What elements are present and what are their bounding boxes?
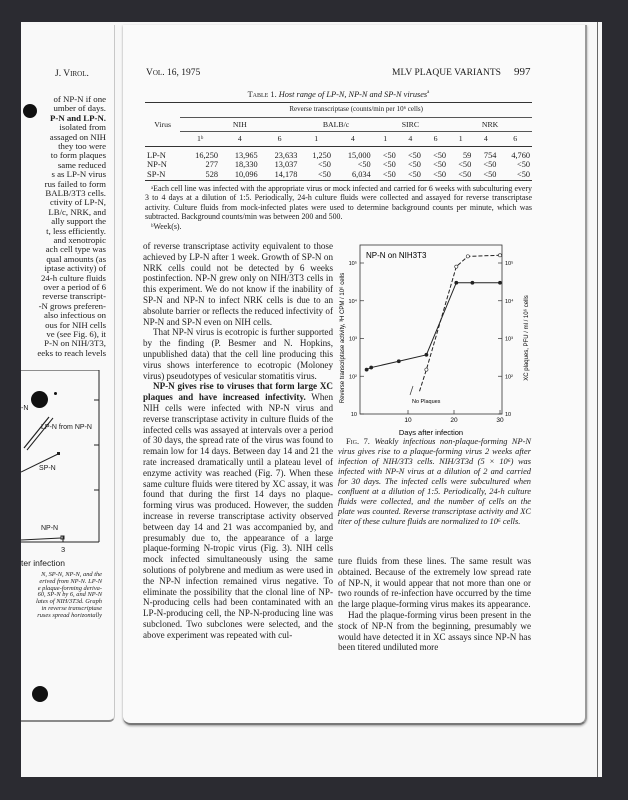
week-header: 6 xyxy=(513,134,518,143)
figure-caption-text: Weakly infectious non-plaque-forming NP-N virus gives rise to a plaque-forming virus 2 weeks after infection of NIH/3T3 cells. NIH/3T3d (5 × 10⁶) was infected with NP-N virus at a dilution of 2 and carried for 30 days. The infected cells were subcultured when confluent at a dilution of 1:5. Periodically, 24-h culture fluids were collected, and the number of cells on the plate was counted. Reverse transcriptase activity and XC titer of these culture fluids are normalized to 10⁶ cells. xyxy=(338,437,531,526)
body-right-column xyxy=(338,556,531,653)
punch-hole-dot xyxy=(54,392,57,395)
value-cell: <50 xyxy=(458,160,472,169)
value-cell: <50 xyxy=(517,160,530,169)
facing-page-line: -N grows preferen- xyxy=(38,300,106,311)
plot-frame xyxy=(360,245,502,414)
facing-page-line: BALB/3T3 cells. xyxy=(45,188,106,198)
facing-page-line: ctivity of LP-N, xyxy=(50,197,106,208)
value-cell: <50 xyxy=(433,169,447,179)
facing-caption-line: 60, SP-N by 6, and NP-N xyxy=(37,591,102,599)
table-footnotes xyxy=(145,180,532,231)
value-cell: <50 xyxy=(433,160,447,169)
host-range-table xyxy=(145,102,532,179)
facing-caption-line: e plaque-forming deriva- xyxy=(37,584,102,592)
week-header: 1 xyxy=(458,134,463,143)
week-header: 6 xyxy=(433,134,438,143)
virus-header: Virus xyxy=(154,119,172,129)
table-row xyxy=(145,160,532,170)
facing-page-line: ally support the xyxy=(51,216,106,227)
y-tick-label: 10 xyxy=(350,412,357,418)
graph-tick-label: 3 xyxy=(61,545,66,554)
facing-page xyxy=(21,25,115,722)
y-tick-label-right: 10² xyxy=(505,374,513,381)
value-cell: 16,250 xyxy=(195,150,218,160)
value-cell: <50 xyxy=(382,150,396,160)
paragraph xyxy=(143,381,333,640)
punch-hole xyxy=(23,104,37,118)
xc-plaques-point xyxy=(466,255,469,258)
y-axis-label: Reverse transcriptase activity, ³H CPM / 10⁶ cells xyxy=(340,272,346,404)
facing-caption-line: in reverse transcriptase xyxy=(41,605,102,612)
value-cell: <50 xyxy=(483,160,497,169)
x-axis-label: Days after infection xyxy=(398,428,464,436)
facing-page-line: over a period of 6 xyxy=(43,282,106,292)
facing-page-line: and xenotropic xyxy=(53,235,106,245)
xc-plaques-point xyxy=(455,265,458,268)
value-cell: 23,633 xyxy=(274,150,298,160)
week-header: 4 xyxy=(483,134,488,143)
value-cell: <50 xyxy=(317,169,331,179)
facing-page-line: P-N on NIH/3T3, xyxy=(44,338,106,349)
running-title: MLV PLAQUE VARIANTS xyxy=(392,68,501,78)
value-cell: <50 xyxy=(433,150,447,160)
punch-hole xyxy=(31,391,48,408)
facing-page-line: qual amounts (as xyxy=(46,253,106,264)
facing-page-line: 24-h culture fluids xyxy=(41,272,106,283)
value-cell: <50 xyxy=(407,169,421,179)
annotation-arrow xyxy=(410,386,413,395)
week-header: 4 xyxy=(350,134,355,143)
figure-caption xyxy=(338,437,531,527)
reverse-transcriptase-line xyxy=(367,283,500,370)
group-header: Reverse transcriptase (counts/min per 10⁶ cells) xyxy=(180,103,532,118)
facing-caption-line: erived from NP-N. LP-N xyxy=(39,577,102,585)
footnote-mark: a xyxy=(427,90,430,95)
value-cell: 6,034 xyxy=(352,169,371,179)
y-tick-label: 10³ xyxy=(349,336,357,343)
facing-page-line: iptase activity) of xyxy=(44,263,106,274)
virus-cell: NP-N xyxy=(147,159,167,169)
week-header: 6 xyxy=(277,134,282,143)
value-cell: <50 xyxy=(407,160,421,169)
paragraph: of reverse transcriptase activity equivalent to those achieved by LP-N after 1 week. Growth of SP-N on NRK cells could not be detected by 6 weeks postinfection. NP-N grew only on NIH/3T3 cells in this experiment. We do not know if the inability of SP-N and NP-N to infect NRK cells is due to an absolute barrier or reflects the reduced infectivity of NP-N and SP-N even on NIH cells. xyxy=(143,241,333,327)
value-cell: 59 xyxy=(462,150,472,160)
xc-plaques-point xyxy=(498,254,501,257)
value-cell: 754 xyxy=(483,150,497,160)
facing-page-line: ach cell type was xyxy=(45,244,106,255)
value-cell: <50 xyxy=(517,169,530,179)
table-title-text: Host range of LP-N, NP-N and SP-N viruses xyxy=(278,89,428,99)
value-cell: <50 xyxy=(317,160,331,169)
graph-label-lp-n-from-np-n: LP-N from NP-N xyxy=(41,424,92,431)
reverse-transcriptase-point xyxy=(455,281,458,284)
week-header: 4 xyxy=(237,134,242,143)
footnote-b: ᵇWeek(s). xyxy=(151,221,182,231)
value-cell: 18,330 xyxy=(234,160,258,169)
xc-plaques-line xyxy=(420,255,501,391)
reverse-transcriptase-point xyxy=(365,368,368,371)
facing-page-line: P-N and LP-N. xyxy=(50,112,106,123)
facing-page-line: ous for NIH cells xyxy=(45,319,106,330)
facing-page-line: t, less efficiently. xyxy=(46,225,106,236)
facing-page-line: LB/c, NRK, and xyxy=(48,206,106,217)
reverse-transcriptase-point xyxy=(425,353,428,356)
value-cell: <50 xyxy=(458,169,472,179)
facing-page-line: they too were xyxy=(58,141,106,151)
reverse-transcriptase-point xyxy=(498,281,501,284)
value-cell: <50 xyxy=(357,160,371,169)
value-cell: 13,037 xyxy=(274,160,298,169)
value-cell: 528 xyxy=(205,169,218,179)
reverse-transcriptase-point xyxy=(397,360,400,363)
sheet-edge xyxy=(597,22,598,777)
y-tick-label: 10⁵ xyxy=(348,261,357,267)
value-cell: 277 xyxy=(205,160,218,169)
y-tick-label-right: 10 xyxy=(505,412,512,418)
facing-page-line: to form plaques xyxy=(50,150,106,161)
value-cell: <50 xyxy=(483,169,497,179)
facing-page-line: also infectious on xyxy=(43,310,106,321)
virus-cell: SP-N xyxy=(147,168,166,179)
facing-page-line: ve (see Fig. 6), it xyxy=(46,329,106,339)
value-cell: 10,096 xyxy=(234,169,258,179)
figure-7-chart xyxy=(330,240,540,436)
cell-line-header: NIH xyxy=(180,117,299,132)
section-heading: NP-N gives rise to viruses that form large XC plaques and have increased infectivity. xyxy=(143,381,333,403)
facing-page-line: s as LP-N virus xyxy=(51,169,106,180)
graph-label-sp-n: SP-N xyxy=(39,465,56,472)
value-cell: <50 xyxy=(382,160,396,169)
cell-line-header: BALB/c xyxy=(299,117,372,132)
chart-title: NP-N on NIH3T3 xyxy=(366,251,427,260)
value-cell: 4,760 xyxy=(511,150,530,160)
x-tick-label: 20 xyxy=(450,417,458,424)
facing-page-line: same reduced xyxy=(57,159,106,170)
facing-page-line: umber of days. xyxy=(53,103,106,114)
facing-page-line: eeks to reach levels xyxy=(37,347,106,358)
paragraph: ture fluids from these lines. The same result was obtained. Because of the extremely low spread rate of NP-N, it would appear that not more than one or two rounds of re-infection have occurred by the time the large plaque-forming virus makes its appearance. xyxy=(338,556,531,610)
figure-label: Fig. 7. xyxy=(346,437,370,446)
graph-label-np-n: NP-N xyxy=(41,525,59,532)
no-plaques-annotation: No Plaques xyxy=(412,399,441,405)
cell-line-header: SIRC xyxy=(373,117,448,132)
body-left-column xyxy=(143,241,333,640)
punch-hole xyxy=(32,686,48,702)
graph-x-label: ter infection xyxy=(21,558,65,568)
y-tick-label-right: 10⁴ xyxy=(505,298,514,305)
page-number: 997 xyxy=(514,66,531,78)
value-cell: <50 xyxy=(382,169,396,179)
week-header: 1ᵇ xyxy=(196,134,204,143)
table-row xyxy=(145,170,532,180)
facing-caption-line: lates of NIH/3T3d. Graph xyxy=(35,598,102,606)
y-tick-label: 10⁴ xyxy=(348,298,357,305)
facing-page-line: reverse transcript- xyxy=(42,291,106,302)
week-header: 1 xyxy=(383,134,388,143)
paragraph-text: When NIH cells were infected with NP-N virus and reverse transcriptase activity in culture fluids of the infected cells was assayed at intervals over a period of 30 days, the spread rate of the virus was found to remain low for 14 days. Between day 14 and 21 the rate increased dramatically until a plateau level of enzyme activity was reached (Fig. 7). When these same culture fluids were titered by XC assay, it was found that during the first 14 days no plaque-forming virus was produced. However, the sudden increase in reverse transcriptase activity observed between day 14 and 21 was accompanied by, and presumably due to, the appearance of a large plaque-forming N-tropic virus (Fig. 3). NIH cells mock infected simultaneously using the same solutions of polybrene and medium as were used in the NP-N infection remained virus negative. To eliminate the possibility that the clonal line of NP-N-producing cells had been contaminated with an LP-N-producing cell, the NP-N-producing line was subcloned. Two subclones were selected, and the above experiment was repeated with cul- xyxy=(143,392,333,640)
paragraph: That NP-N virus is ecotropic is further supported by the finding (P. Besmer and N. Hopkins, unpublished data) that the cell line producing this virus shows interference to ecotropic (Moloney virus) pseudotypes of vesicular stomatitis virus. xyxy=(143,327,333,381)
facing-caption-line: ruses spread horizontally xyxy=(37,611,102,619)
value-cell: 1,250 xyxy=(312,150,331,160)
facing-page-line: assaged on NIH xyxy=(49,131,106,142)
y-tick-label-right: 10³ xyxy=(505,336,513,343)
facing-page-line: isolated from xyxy=(59,122,106,133)
table-label: Table 1. xyxy=(247,89,277,99)
paragraph: Had the plaque-forming virus been present in the stock of NP-N from the beginning, presumably we would have detected it in XC assays since NP-N has been titered undiluted more xyxy=(338,609,531,653)
reverse-transcriptase-point xyxy=(370,366,373,369)
value-cell: 15,000 xyxy=(347,150,371,160)
y-tick-label-right: 10⁵ xyxy=(505,261,514,267)
cell-line-header: NRK xyxy=(448,117,532,132)
facing-page-line: rus failed to form xyxy=(44,178,106,189)
virus-cell: LP-N xyxy=(147,149,166,160)
x-tick-label: 30 xyxy=(496,417,504,424)
facing-page-header: J. Virol. xyxy=(55,69,89,79)
xc-plaques-point xyxy=(425,368,428,371)
week-header: 1 xyxy=(314,134,319,143)
value-cell: 13,965 xyxy=(234,150,258,160)
y-axis-label-right: XC plaques, PFU / ml / 10⁶ cells xyxy=(524,295,530,381)
facing-page-line: of NP-N if one xyxy=(53,94,106,104)
facing-caption-line: N, SP-N, NP-N, and the xyxy=(41,571,102,578)
graph-label-lp-n: -N xyxy=(21,405,29,412)
reverse-transcriptase-point xyxy=(471,281,474,284)
footnote-a: ᵃEach cell line was infected with the appropriate virus or mock infected and carried for 6 weeks with subculturing every 3 to 4 days at a dilution of 1:5. Periodically, 24-h culture fluids were collected and assayed for reverse transcriptase activity. Culture fluids from mock-infected plates were used to determine background counts per minute, which was subtracted. Background counts/min was between 200 and 500. xyxy=(145,184,532,222)
week-header: 4 xyxy=(408,134,413,143)
value-cell: <50 xyxy=(407,150,421,160)
y-tick-label: 10² xyxy=(349,374,357,381)
table-title xyxy=(145,88,532,100)
volume-header: Vol. 16, 1975 xyxy=(146,68,201,78)
value-cell: 14,178 xyxy=(274,169,298,179)
x-tick-label: 10 xyxy=(404,417,412,424)
table-row xyxy=(145,146,532,160)
